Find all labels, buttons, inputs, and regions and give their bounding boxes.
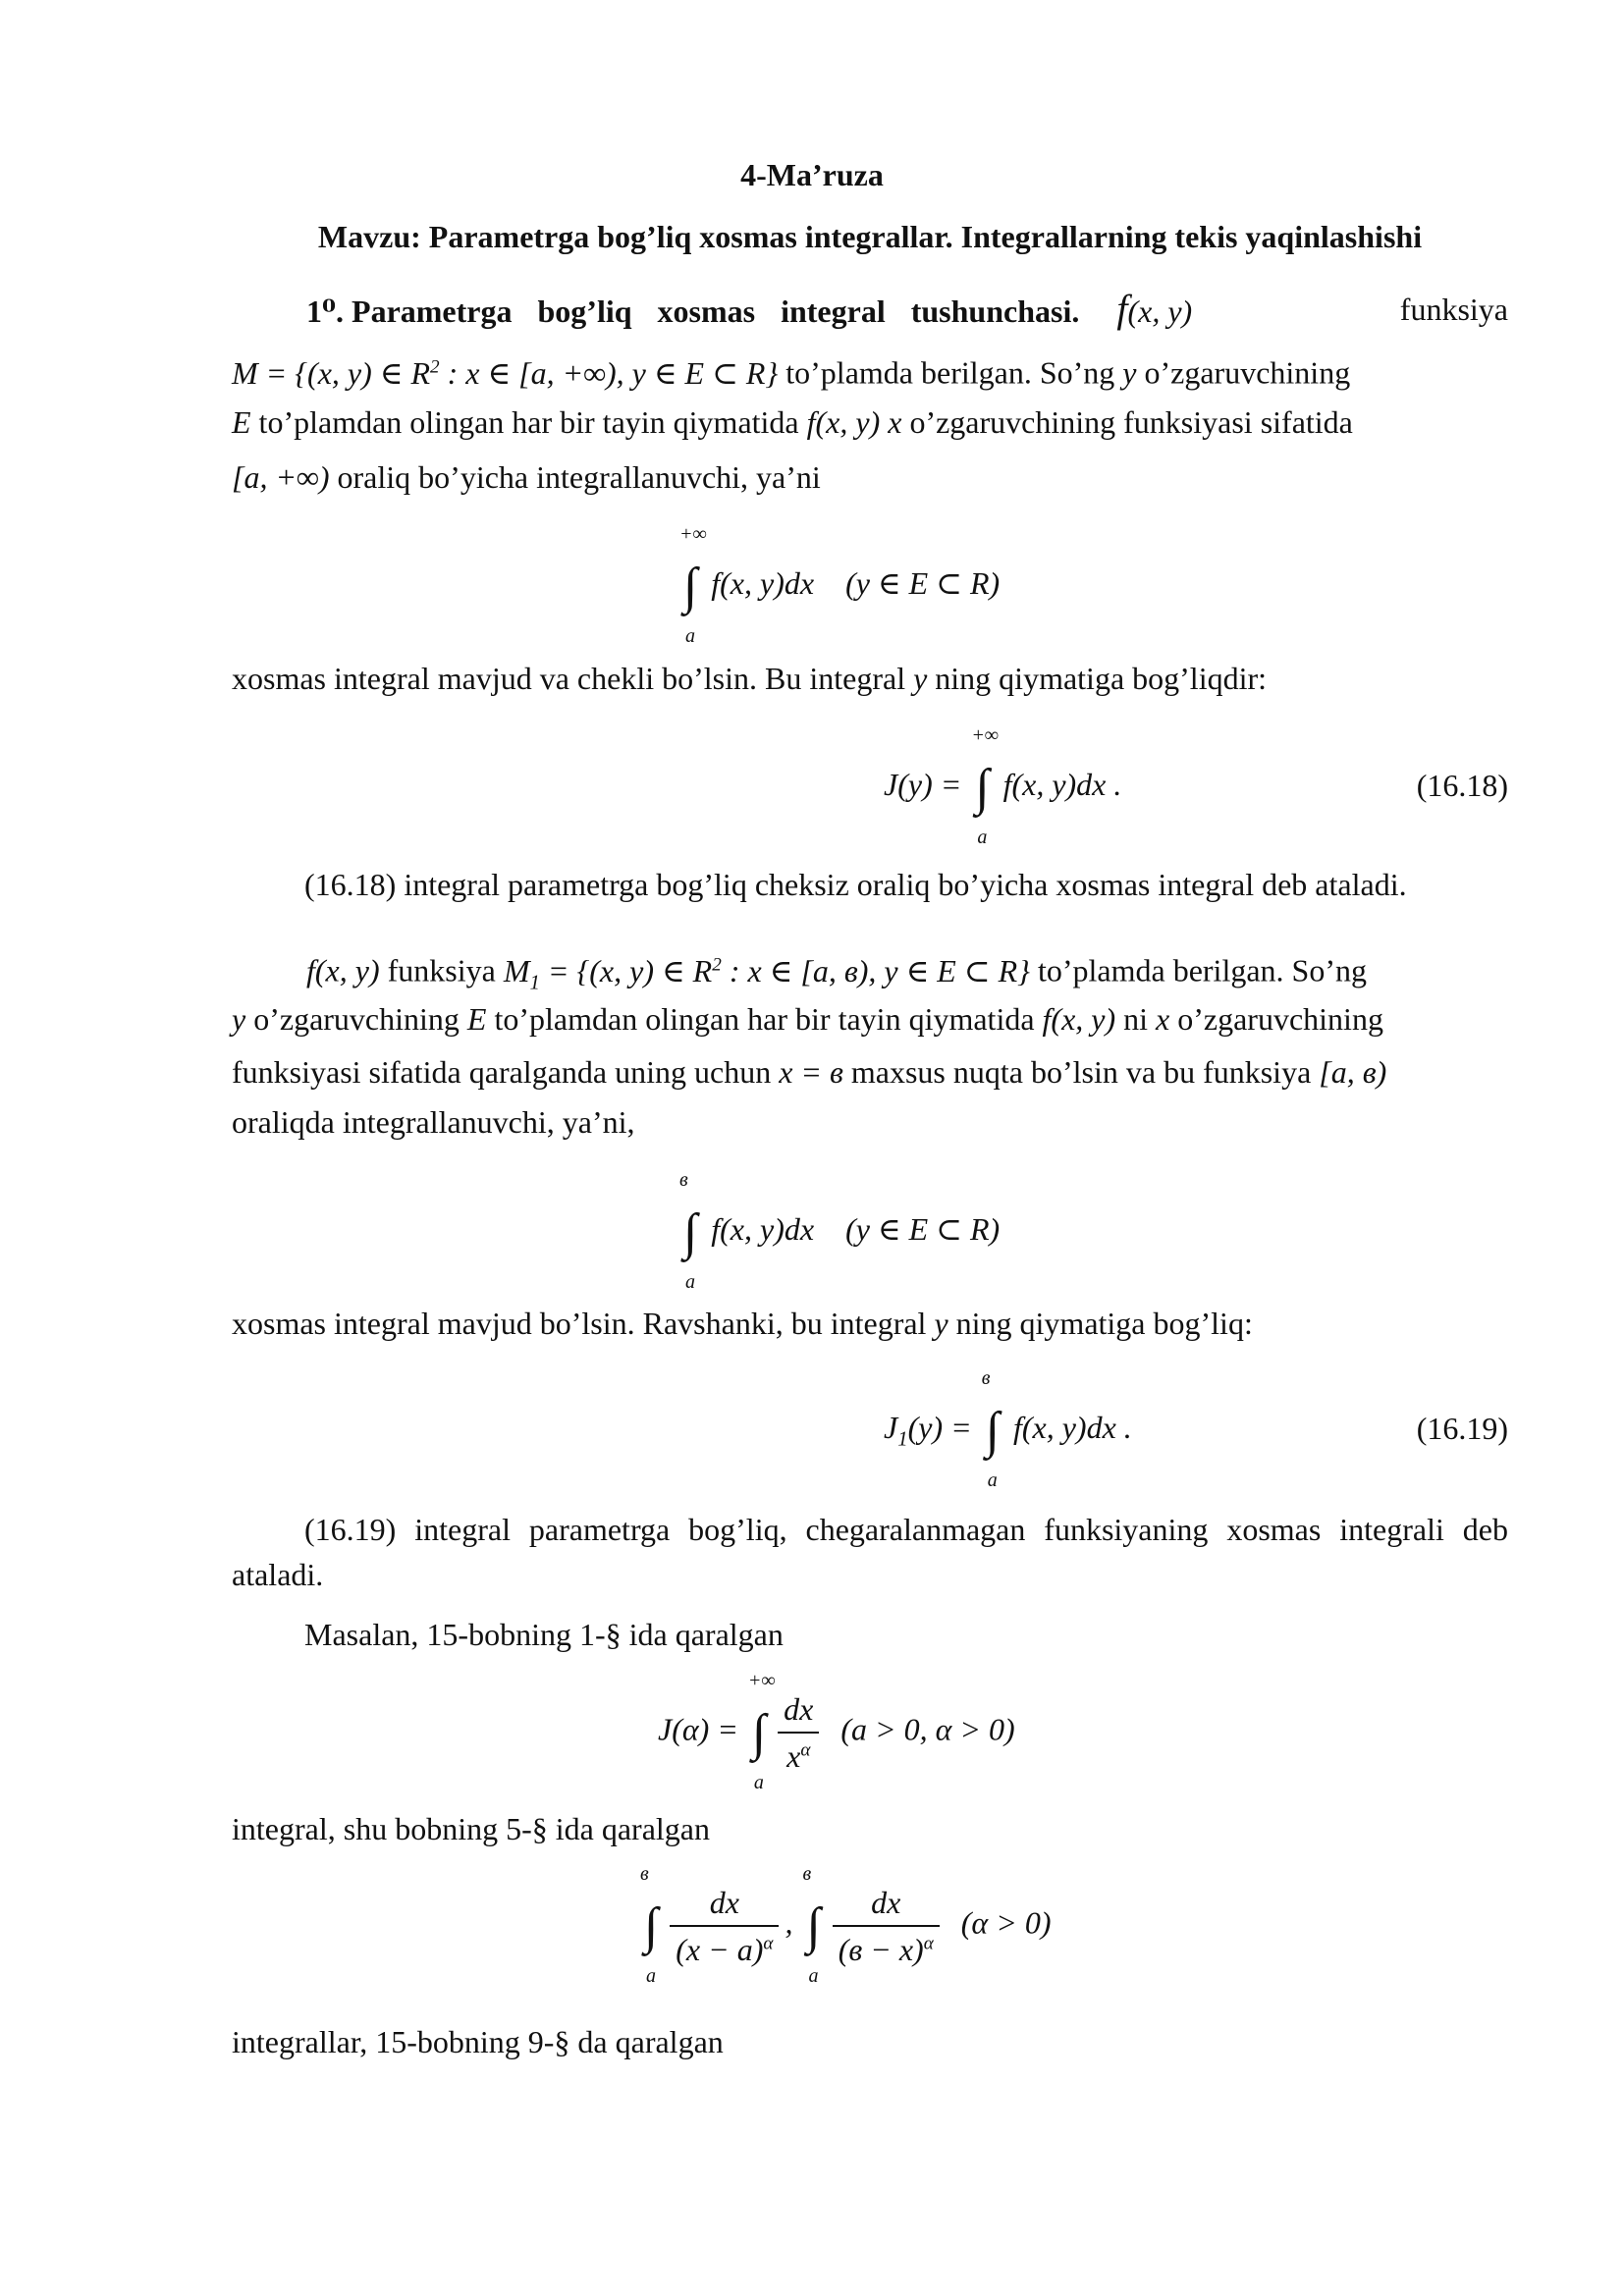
text-p4c: o’zgaruvchining: [253, 1001, 460, 1037]
fraction: $\frac{dx}{(в - x)^\alpha}$: [833, 1880, 940, 1973]
formula-16-18: J(y) = ∫ +∞ a f(x, y)dx .: [884, 724, 1122, 849]
math-fxy-args: (x, y): [1127, 294, 1193, 329]
paragraph-3: (16.18) integral parametrga bog’liq cheksiz oraliq bo’yicha xosmas integral deb ataladi.: [304, 867, 1407, 902]
text-p4f: o’zgaruvchining: [1177, 1001, 1383, 1037]
text-funksiya: funksiya: [1399, 292, 1508, 327]
formula-improper-integral-1: ∫ +∞ a f(x, y)dx (y ∈ E ⊂ R): [679, 523, 1001, 648]
text-p4e: ni: [1123, 1001, 1149, 1037]
text-p4g: funksiyasi sifatida qaralganda uning uchun: [232, 1054, 772, 1090]
math-interval: [a, +∞): [232, 459, 330, 495]
paragraph-8: integral, shu bobning 5-§ ida qaralgan: [232, 1811, 710, 1846]
integral-sign: ∫ +∞ a: [747, 1669, 776, 1794]
math-fxy: f: [1087, 287, 1128, 331]
paragraph-definition-1-line4: [232, 450, 1508, 505]
paragraph-4-line4: oraliqda integrallanuvchi, ya’ni,: [232, 1104, 635, 1140]
math-y-3: y: [232, 1001, 246, 1037]
integral-sign: ∫ в a: [640, 1862, 659, 1988]
text-p2: xosmas integral mavjud va chekli bo’lsin. Bu integral: [232, 661, 906, 696]
math-E: E: [232, 404, 251, 440]
math-y-2: y: [913, 661, 928, 696]
text-line3b: o’zgaruvchining funksiyasi sifatida: [909, 404, 1353, 440]
topic-title: Mavzu: Parametrga bog’liq xosmas integrallar. Integrallarning tekis yaqinlashishi: [317, 219, 1423, 254]
paragraph-6: (16.19) integral parametrga bog’liq, chegaralanmagan funksiyaning xosmas integrali deb ataladi.: [232, 1512, 1508, 1593]
math-y-4: y: [934, 1306, 948, 1341]
paragraph-7: Masalan, 15-bobning 1-§ ida qaralgan: [304, 1617, 784, 1652]
formula-integral-pair: ∫ в a $\frac{dx}{(x - a)^\alpha}$ , ∫ в a $\frac{dx}{(в - x)^\alpha}$ (α > 0): [640, 1862, 1052, 1988]
math-fxy-3: f(x, y): [306, 952, 380, 988]
text-p5b: ning qiymatiga bog’liq:: [955, 1306, 1253, 1341]
math-set-M: M = {(x, y) ∈ $R^2$ : x ∈ [a, +∞), y ∈ E ⊂ R}: [232, 354, 779, 391]
formula-J-alpha: J(α) = ∫ +∞ a $\frac{dx}{x^\alpha}$ (a > 0, α > 0): [658, 1669, 1015, 1794]
text-p2b: ning qiymatiga bog’liqdir:: [935, 661, 1268, 696]
integral-sign: ∫ в a: [802, 1862, 821, 1988]
math-fxy-2: f(x, y) x: [806, 404, 902, 440]
fraction: $\frac{dx}{(x - a)^\alpha}$: [670, 1880, 779, 1973]
math-set-M1: $M_1 = \{(x$, y) ∈ $R^2$ : x ∈ [a, в), y ∈ E ⊂ R}: [503, 952, 1030, 994]
paragraph-definition-1-line2: [232, 340, 1508, 400]
section-title: Parametrga bog’liq xosmas integral tushunchasi.: [352, 294, 1080, 329]
math-x-eq-b: x = в: [779, 1054, 843, 1090]
integral-sign: ∫ в a: [981, 1367, 1000, 1492]
math-E-2: E: [466, 1001, 487, 1037]
fraction: $\frac{dx}{x^\alpha}$: [778, 1686, 819, 1780]
integral-sign: ∫ в a: [679, 1169, 698, 1294]
formula-16-19: $J_1(y)$ = ∫ в a f(x, y)dx .: [884, 1367, 1132, 1492]
paragraph-9: integrallar, 15-bobning 9-§ da qaralgan: [232, 2024, 724, 2059]
text-p5: xosmas integral mavjud bo’lsin. Ravshanki, bu integral: [232, 1306, 927, 1341]
text-line2b: o’zgaruvchining: [1144, 354, 1351, 391]
text-p4h: maxsus nuqta bo’lsin va bu funksiya: [850, 1054, 1312, 1090]
text-p4a: funksiya: [387, 952, 496, 988]
math-fxy-4: f(x, y): [1042, 1001, 1116, 1037]
text-p4b: to’plamda berilgan. So’ng: [1037, 952, 1367, 988]
equation-number-16-18: (16.18): [1416, 768, 1508, 803]
paragraph-4-line2: [232, 991, 1508, 1046]
math-interval-ab: [a, в): [1319, 1054, 1387, 1090]
text-p4d: to’plamdan olingan har bir tayin qiymatida: [494, 1001, 1035, 1037]
text-line2: to’plamda berilgan. So’ng: [785, 354, 1115, 391]
integral-sign: ∫ +∞ a: [971, 724, 1000, 849]
section-number: 1⁰.: [306, 294, 345, 329]
integral-sign: ∫ +∞ a: [679, 523, 707, 648]
equation-number-16-19: (16.19): [1416, 1411, 1508, 1446]
paragraph-5: [232, 1301, 1508, 1346]
math-x: x: [1156, 1001, 1170, 1037]
paragraph-4-line3: [232, 1044, 1508, 1099]
paragraph-definition-1-line3: [232, 395, 1508, 450]
paragraph-2: [232, 656, 1508, 701]
text-line4: oraliq bo’yicha integrallanuvchi, ya’ni: [337, 459, 821, 495]
formula-improper-integral-2: ∫ в a f(x, y)dx (y ∈ E ⊂ R): [679, 1169, 1001, 1294]
paragraph-definition-1: [306, 281, 1508, 340]
math-y: y: [1122, 354, 1137, 391]
lecture-heading: 4-Ma’ruza: [740, 157, 884, 192]
text-line3: to’plamdan olingan har bir tayin qiymatida: [258, 404, 799, 440]
